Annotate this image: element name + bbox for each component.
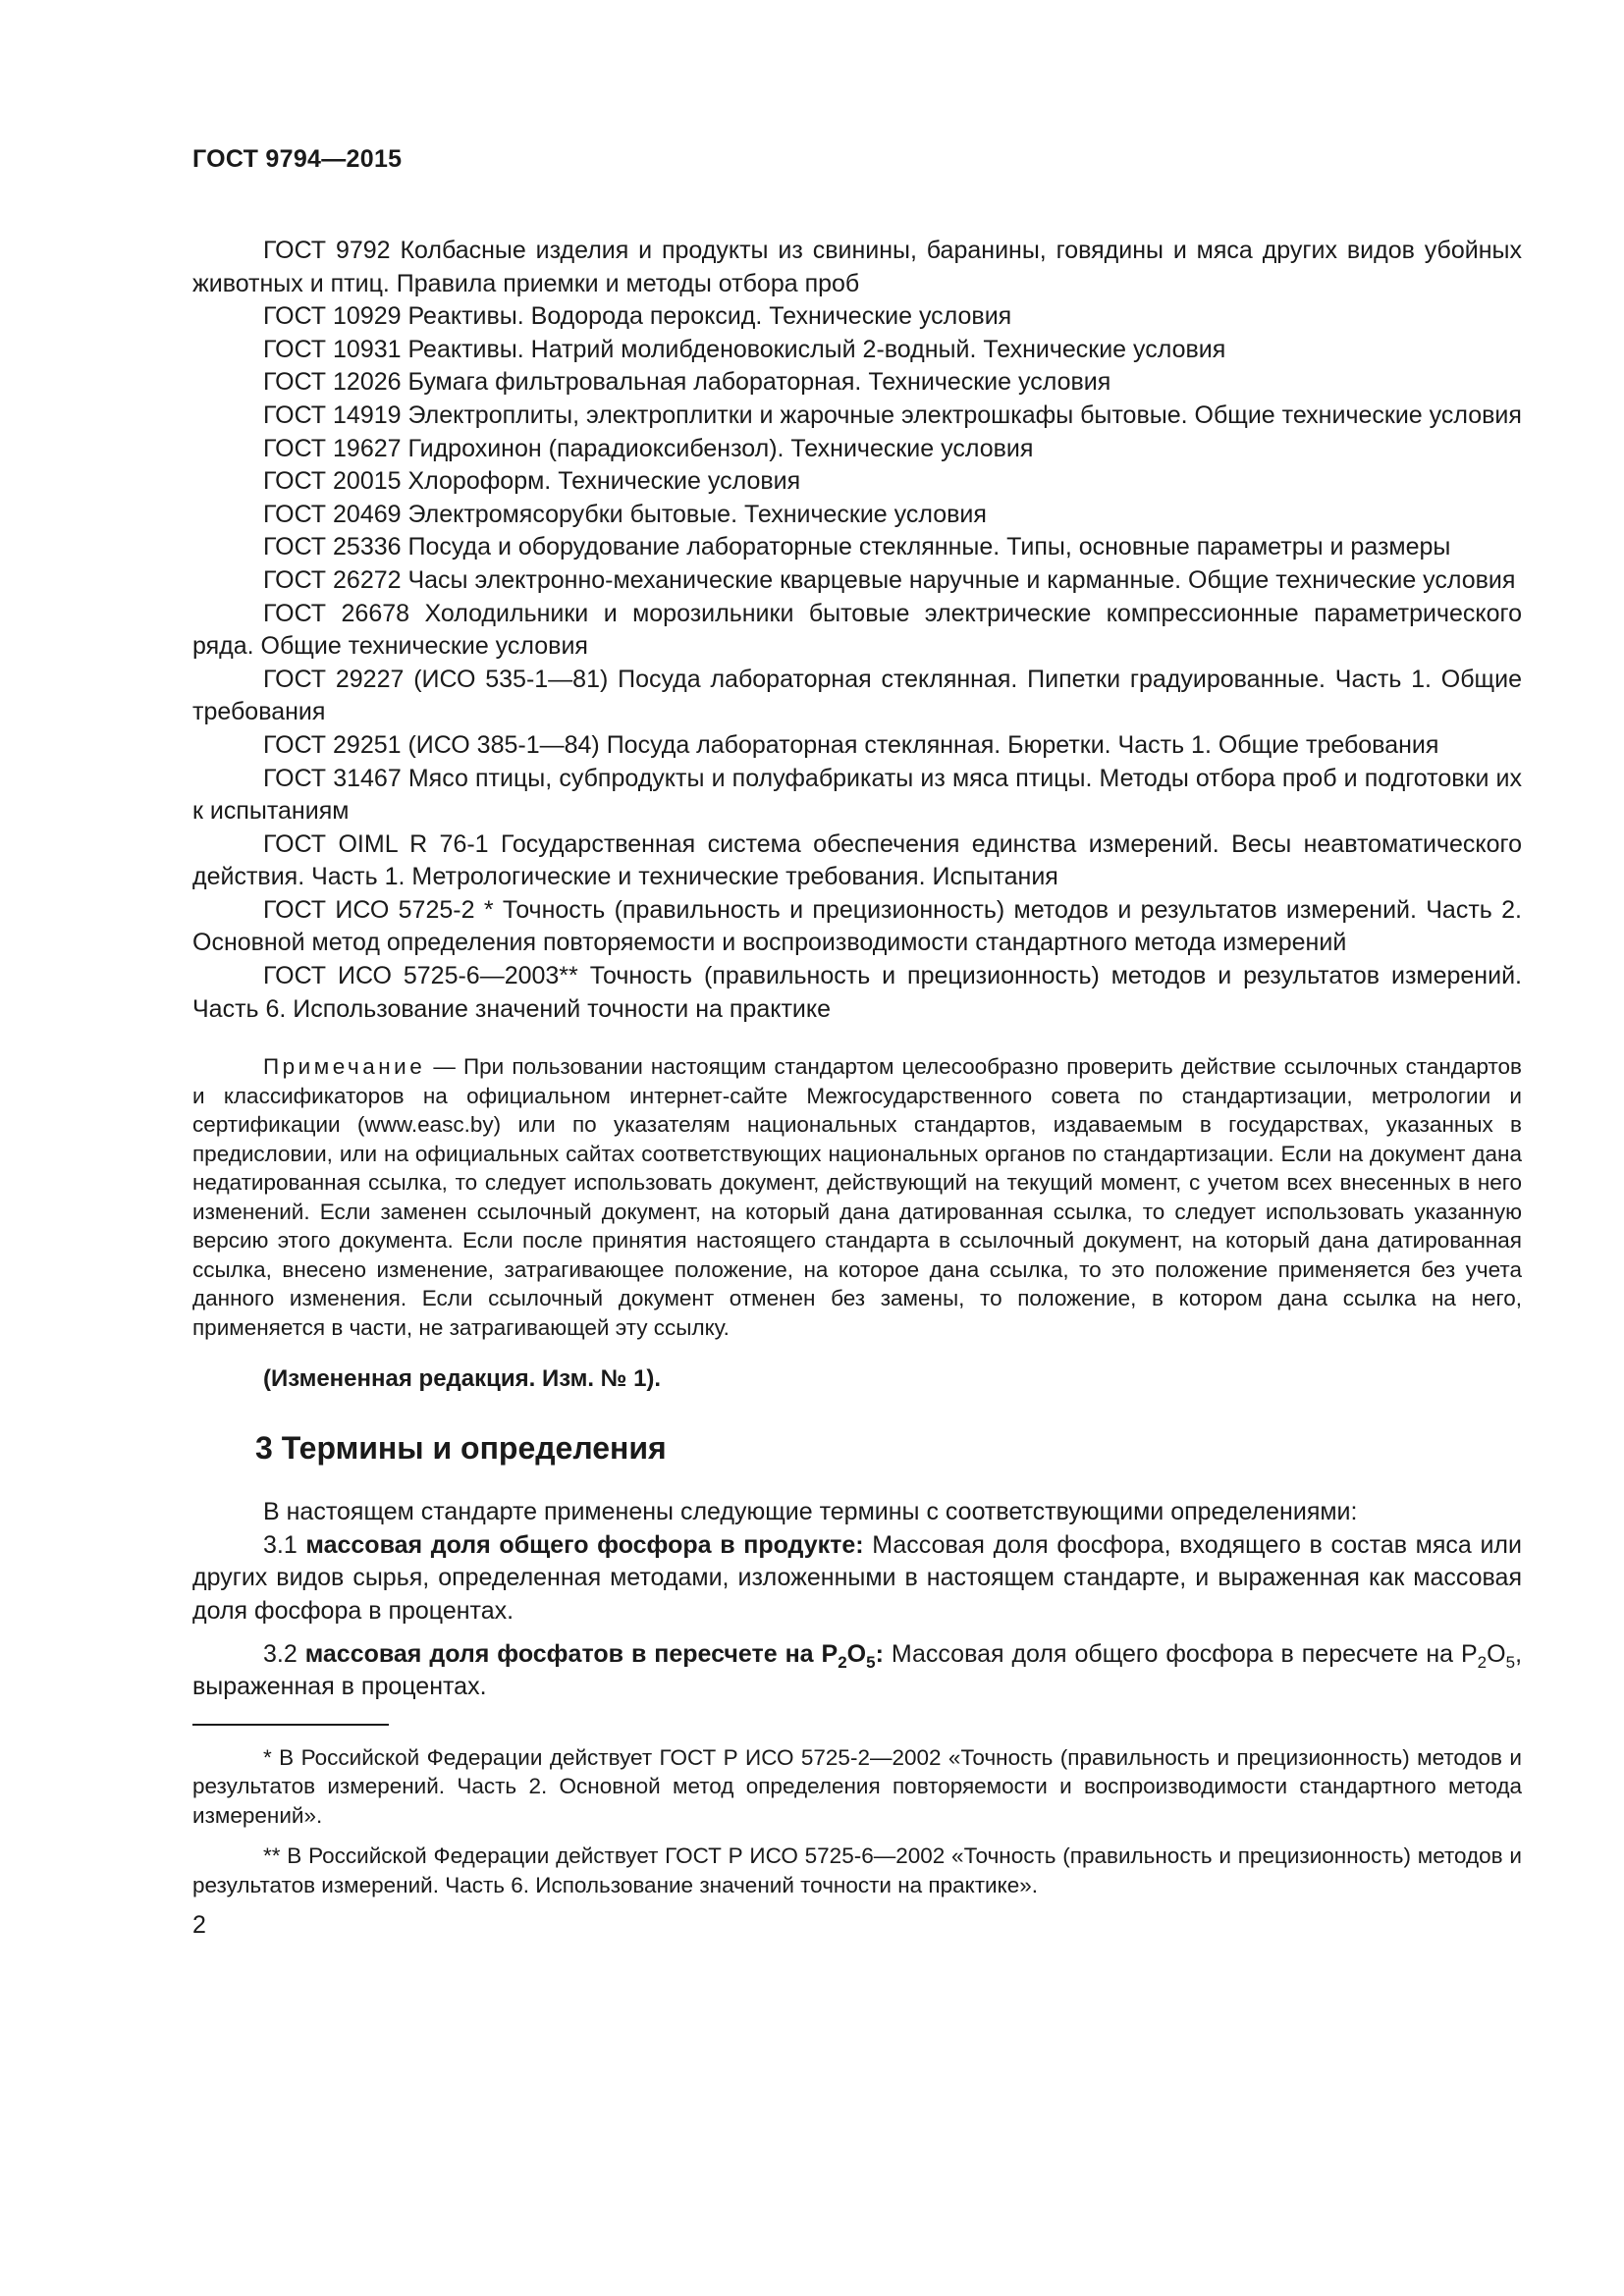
reference-item: ГОСТ ИСО 5725-6—2003** Точность (правильность и прецизионность) методов и результатов измерений. Часть 6. Использование значений точности на практике	[192, 962, 1522, 1023]
reference-item: ГОСТ 26272 Часы электронно-механические кварцевые наручные и карманные. Общие технические условия	[263, 565, 1516, 594]
reference-item: ГОСТ 20469 Электромясорубки бытовые. Технические условия	[263, 500, 987, 528]
reference-item: ГОСТ 26678 Холодильники и морозильники бытовые электрические компрессионные параметрического ряда. Общие технические условия	[192, 599, 1522, 661]
note	[192, 1052, 1522, 1342]
reference-item: ГОСТ 31467 Мясо птицы, субпродукты и полуфабрикаты из мяса птицы. Методы отбора проб и подготовки их к испытаниям	[192, 764, 1522, 826]
footnote: * В Российской Федерации действует ГОСТ Р ИСО 5725-2—2002 «Точность (правильность и прецизионность) методов и результатов измерений. Часть 2. Основной метод определения повторяемости и воспроизводимости стандартного метода измерений».	[192, 1744, 1522, 1828]
footnote-separator	[192, 1724, 389, 1726]
term-3-2	[192, 1638, 1522, 1704]
term-name: массовая доля общего фосфора в продукте:	[305, 1530, 864, 1559]
term-3-1	[192, 1529, 1522, 1629]
term-name: массовая доля фосфатов в пересчете на $Р_2О_5$:	[304, 1639, 884, 1672]
section-intro: В настоящем стандарте применены следующие термины с соответствующими определениями:	[263, 1498, 1358, 1526]
term-definition: Массовая доля общего фосфора в пересчете на $Р_2О_5$, выраженная в процентах.	[192, 1639, 1523, 1701]
reference-item: ГОСТ 10931 Реактивы. Натрий молибденовокислый 2-водный. Технические условия	[263, 335, 1226, 363]
reference-item: ГОСТ 25336 Посуда и оборудование лабораторные стеклянные. Типы, основные параметры и размеры	[263, 533, 1451, 561]
section-title: 3 Термины и определения	[255, 1430, 667, 1467]
amendment-note: (Измененная редакция. Изм. № 1).	[263, 1365, 662, 1393]
note-label: Примечание	[263, 1054, 426, 1080]
document-header: ГОСТ 9794—2015	[192, 145, 403, 173]
document-page	[192, 145, 1522, 1940]
footnote: ** В Российской Федерации действует ГОСТ Р ИСО 5725-6—2002 «Точность (правильность и прецизионность) методов и результатов измерений. Часть 6. Использование значений точности на практике».	[192, 1843, 1522, 1897]
reference-item: ГОСТ 20015 Хлороформ. Технические условия	[263, 467, 801, 496]
reference-item: ГОСТ 29227 (ИСО 535-1—81) Посуда лабораторная стеклянная. Пипетки градуированные. Часть 1. Общие требования	[192, 665, 1522, 726]
reference-item: ГОСТ 14919 Электроплиты, электроплитки и жарочные электрошкафы бытовые. Общие технические условия	[263, 400, 1522, 429]
reference-item: ГОСТ 10929 Реактивы. Водорода пероксид. Технические условия	[263, 302, 1012, 331]
term-number: 3.2	[263, 1639, 305, 1668]
reference-item: ГОСТ ИСО 5725-2 * Точность (правильность и прецизионность) методов и результатов измерений. Часть 2. Основной метод определения повторяемости и воспроизводимости стандартного метода измерений	[192, 895, 1522, 957]
reference-item: ГОСТ OIML R 76-1 Государственная система обеспечения единства измерений. Весы неавтоматического действия. Часть 1. Метрологические и технические требования. Испытания	[192, 829, 1522, 891]
term-definition: Массовая доля фосфора, входящего в состав мяса или других видов сырья, определенная методами, изложенными в настоящем стандарте, и выраженная как массовая доля фосфора в процентах.	[192, 1530, 1522, 1626]
normative-references	[192, 235, 1522, 1026]
note-text: — При пользовании настоящим стандартом целесообразно проверить действие ссылочных стандартов и классификаторов на официальном интернет-сайте Межгосударственного совета по стандартизации, метрологии и сертификации (www.easc.by) или по указателям национальных стандартов, издаваемым в государствах, указанных в предисловии, или на официальных сайтах соответствующих национальных органов по стандартизации. Если на документ дана недатированная ссылка, то следует использовать документ, действующий на текущий момент, с учетом всех внесенных в него изменений. Если заменен ссылочный документ, на который дана датированная ссылка, то следует использовать указанную версию этого документа. Если после принятия настоящего стандарта в ссылочный документ, на который дана датированная ссылка, внесено изменение, затрагивающее положение, на которое дана ссылка, то это положение применяется без учета данного изменения. Если ссылочный документ отменен без замены, то положение, в котором дана ссылка на него, применяется в части, не затрагивающей эту ссылку.	[192, 1054, 1522, 1340]
reference-item: ГОСТ 12026 Бумага фильтровальная лабораторная. Технические условия	[263, 368, 1111, 397]
reference-item: ГОСТ 29251 (ИСО 385-1—84) Посуда лабораторная стеклянная. Бюретки. Часть 1. Общие требования	[263, 730, 1439, 759]
reference-item: ГОСТ 9792 Колбасные изделия и продукты из свинины, баранины, говядины и мяса других видов убойных животных и птиц. Правила приемки и методы отбора проб	[192, 237, 1522, 297]
term-number: 3.1	[263, 1530, 306, 1559]
page-number: 2	[192, 1911, 206, 1940]
reference-item: ГОСТ 19627 Гидрохинон (парадиоксибензол). Технические условия	[263, 434, 1034, 462]
